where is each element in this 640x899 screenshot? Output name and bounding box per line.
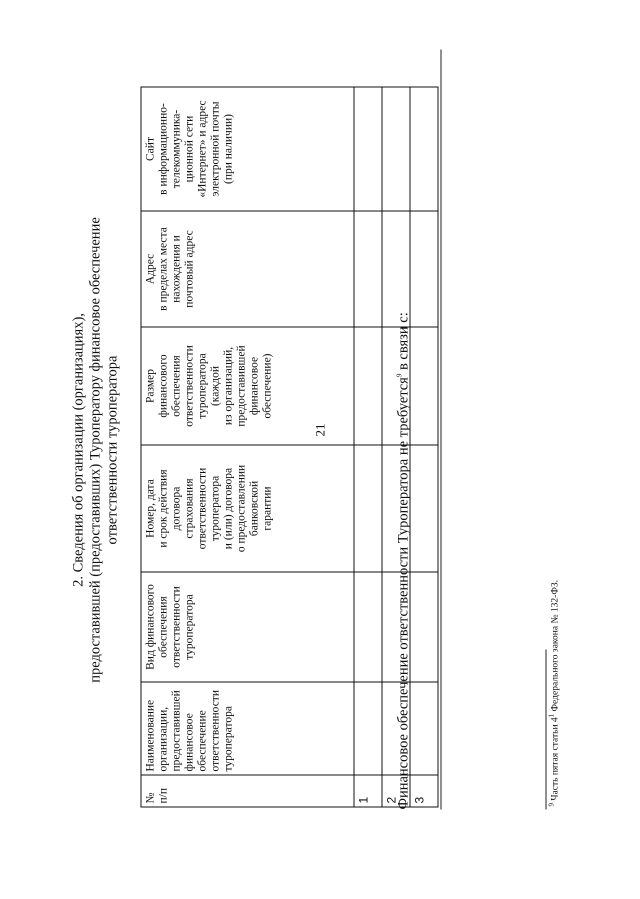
header-text-line: в пределах места: [157, 226, 169, 311]
heading-line-1: 2. Сведения об организации (организациях),: [70, 312, 86, 587]
footnote-reference-mark: 9: [395, 373, 404, 377]
header-text-line: организации,: [157, 706, 169, 771]
finance-text-main: Финансовое обеспечение ответственности Туроператора не требуется: [395, 376, 411, 809]
header-text-line: обеспечения: [157, 595, 169, 658]
header-text-line: Наименование: [144, 699, 156, 771]
footnote-article-sup: 1: [546, 713, 555, 717]
header-cell-organization-name: [141, 682, 354, 775]
footnote-mark: 9: [546, 802, 555, 806]
header-cell-address: [141, 211, 354, 327]
finance-not-required-text: [395, 312, 412, 809]
header-text-line: Номер, дата: [144, 478, 156, 538]
header-text-line: финансовое: [183, 712, 195, 771]
header-text-line: туроператора: [222, 705, 234, 771]
table-row: [354, 87, 382, 807]
header-text-line: туроператора: [183, 593, 195, 660]
header-text-line: о предоставлении: [235, 464, 247, 552]
header-text-line: п/п: [157, 787, 169, 803]
table-cell: [410, 445, 438, 572]
header-text-line: финансового: [157, 353, 169, 418]
header-text-line: обеспечение: [196, 709, 208, 771]
header-text-line: ответственности: [196, 467, 208, 549]
header-text-line: туроператора: [209, 475, 221, 541]
header-text-line: почтовый адрес: [183, 229, 195, 308]
table-cell: [410, 327, 438, 445]
header-text-line: туроператора: [196, 352, 208, 419]
table-row: [410, 87, 438, 807]
table-cell: [382, 87, 410, 211]
table-cell: [410, 682, 438, 775]
finance-text-tail: в связи с:: [395, 311, 411, 374]
header-text-line: обеспечение): [261, 352, 273, 419]
table-cell: [354, 682, 382, 775]
header-text-line: ответственности: [209, 689, 221, 771]
table-cell: [354, 445, 382, 572]
table-header-row: [141, 87, 354, 807]
header-text-line: в информационно-: [157, 102, 169, 195]
table-cell: [354, 327, 382, 445]
footnote-text-tail: Федерального закона № 132-ФЗ.: [550, 579, 560, 714]
footnote-text: Часть пятая статьи 4: [550, 716, 560, 803]
header-text-line: нахождения и: [170, 234, 182, 303]
table-cell: [410, 211, 438, 327]
header-text-line: (при наличии): [222, 113, 234, 184]
header-text-line: и (или) договора: [222, 467, 234, 549]
header-text-line: электронной почты: [209, 101, 221, 196]
header-cell-contract-number-date: [141, 445, 354, 572]
table-cell: [410, 572, 438, 682]
header-text-line: договора: [170, 486, 182, 530]
header-text-line: Сайт: [144, 136, 156, 161]
header-cell-guarantee-amount: [141, 327, 354, 445]
table-cell: [354, 87, 382, 211]
header-text-line: Вид финансового: [144, 583, 156, 670]
page-number: 21: [312, 423, 328, 437]
header-text-line: ответственности: [183, 344, 195, 427]
header-text-line: предоставившей: [170, 689, 182, 771]
header-text-line: страхования: [183, 477, 195, 539]
underline-rule: [440, 49, 441, 809]
row-number-cell: 3: [410, 775, 438, 807]
table-cell: [354, 211, 382, 327]
header-text-line: ционной сети: [183, 115, 195, 182]
header-text-line: обеспечения: [170, 354, 182, 417]
header-text-line: Размер: [144, 368, 156, 403]
header-text-line: из организаций,: [222, 346, 234, 425]
row-number-cell: 1: [354, 775, 382, 807]
header-text-line: гарантии: [261, 485, 273, 531]
table-cell: [382, 211, 410, 327]
header-cell-number: [141, 775, 354, 807]
header-text-line: и срок действия: [157, 468, 169, 548]
footnote-separator: [545, 649, 546, 809]
table-cell: [354, 572, 382, 682]
header-text-line: (каждой: [209, 365, 221, 406]
header-text-line: Адрес: [144, 253, 156, 284]
heading-line-3: ответственности туроператора: [104, 355, 120, 544]
header-text-line: финансовое: [248, 356, 260, 415]
header-text-line: предоставившей: [235, 344, 247, 427]
header-text-line: телекоммуника-: [170, 109, 182, 188]
heading-line-2: предоставившей (предоставивших) Туроператору финансовое обеспечение: [87, 216, 103, 683]
header-text-line: ответственности: [170, 585, 182, 668]
header-text-line: №: [144, 792, 156, 803]
header-cell-guarantee-type: [141, 572, 354, 682]
finance-organizations-table: [140, 86, 438, 807]
table-cell: [410, 87, 438, 211]
header-text-line: «Интернет» и адрес: [196, 99, 208, 198]
footnote: [546, 579, 560, 806]
header-cell-website-email: [141, 87, 354, 211]
section-heading: [70, 0, 121, 899]
row-number-cell: 2: [382, 775, 410, 807]
header-text-line: банковской: [248, 480, 260, 536]
